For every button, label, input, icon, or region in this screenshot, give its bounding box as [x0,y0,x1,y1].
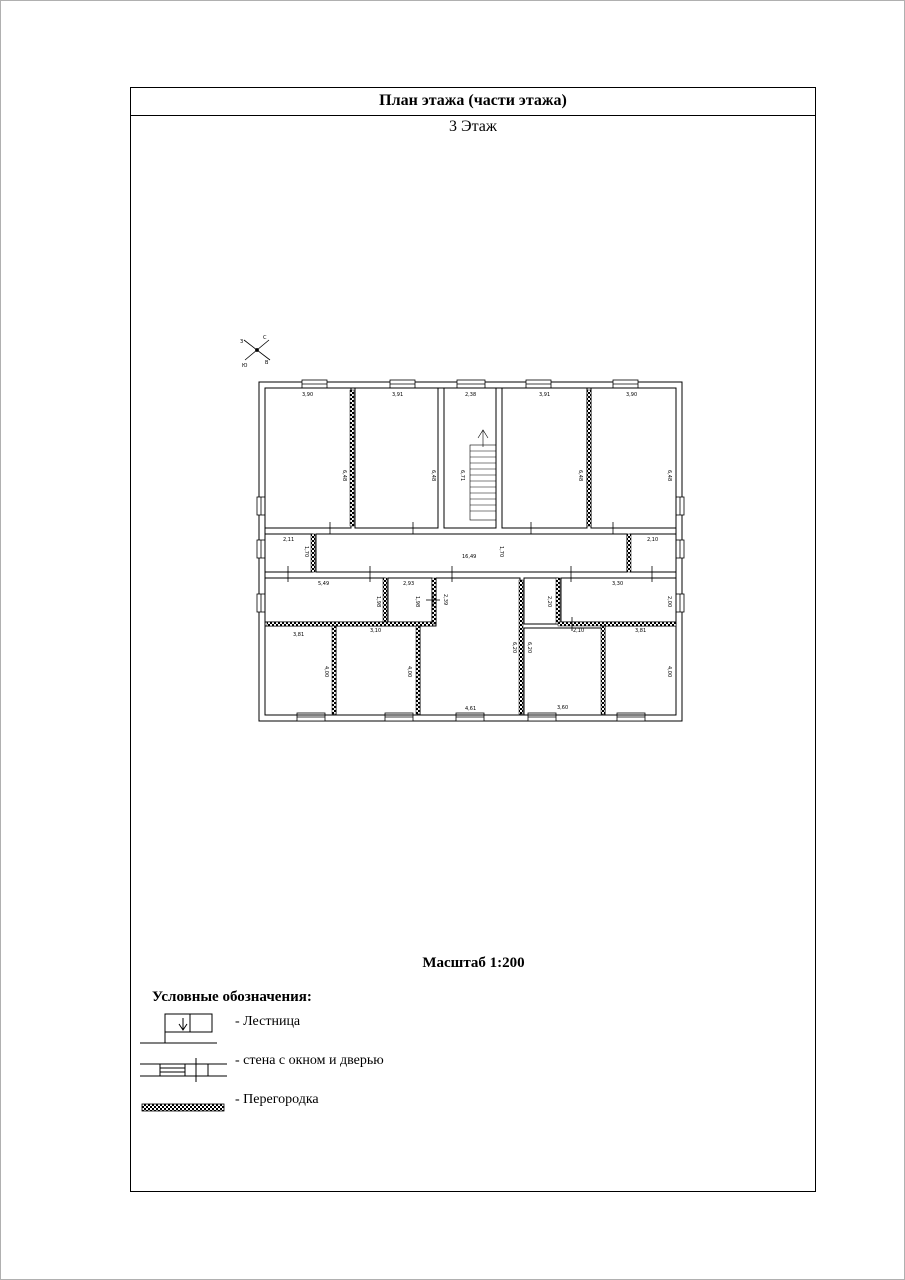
dim-b2: 3,10 [370,628,382,634]
legend-wall-label: - стена с окном и дверью [235,1053,384,1068]
dim-r2: 3,91 [392,392,404,398]
dim-m2h: 1,98 [414,596,420,608]
scale-label: Масштаб 1:200 [422,955,525,971]
dim-r4h: 6,48 [577,470,583,482]
compass-icon [244,340,270,360]
dim-b1h: 4,00 [323,666,329,678]
dim-m3h: 2,39 [442,594,448,606]
dim-b3h: 6,20 [511,642,517,654]
compass-east: В [265,360,269,366]
dim-b6: 3,81 [635,628,647,634]
dim-b5: 3,60 [557,705,569,711]
dim-m2: 2,93 [403,581,415,587]
dim-r2h: 6,48 [430,470,436,482]
dim-m5: 3,30 [612,581,624,587]
dim-b4: 2,10 [573,628,585,634]
dim-m1h: 1,98 [375,596,381,608]
stair-icon [140,1014,217,1043]
dim-stairh: 6,71 [459,470,465,482]
dim-c-left: 2,11 [283,537,295,543]
compass-south: Ю [242,363,248,369]
dim-c-right: 2,10 [647,537,659,543]
lower-rooms [265,578,676,715]
top-windows [302,380,638,388]
legend-stair-label: - Лестница [235,1014,301,1029]
dim-b1: 3,81 [293,632,305,638]
legend-partition-label: - Перегородка [235,1092,319,1107]
dim-b4h: 6,20 [526,642,532,654]
wall-window-door-icon [140,1058,227,1082]
dim-b6h: 4,00 [666,666,672,678]
dim-r4: 3,91 [539,392,551,398]
dim-m4h: 2,20 [546,596,552,608]
dim-b3: 4,61 [465,706,477,712]
dim-r5: 3,90 [626,392,638,398]
page-title: План этажа (части этажа) [131,88,815,116]
upper-rooms [265,388,676,528]
compass-west: З [240,339,244,345]
dim-corridor: 16,49 [462,554,477,560]
dim-r1h: 6,48 [341,470,347,482]
outer-wall [259,382,682,721]
dim-r5h: 6,48 [666,470,672,482]
corridor [265,534,676,572]
dim-stair: 2,38 [465,392,477,398]
stair [470,430,496,520]
floor-label: 3 Этаж [449,118,497,135]
dim-m5h: 2,00 [666,596,672,608]
compass-north: С [263,335,267,341]
door-markers [288,522,652,631]
partition-icon [142,1104,224,1111]
dim-m1: 5,49 [318,581,330,587]
dim-r1: 3,90 [302,392,314,398]
dim-b2h: 4,00 [406,666,412,678]
dim-c-left-h: 1,70 [303,546,309,558]
dim-corridor-h: 1,70 [498,546,504,558]
legend-title: Условные обозначения: [152,989,312,1005]
bottom-windows [297,713,645,721]
